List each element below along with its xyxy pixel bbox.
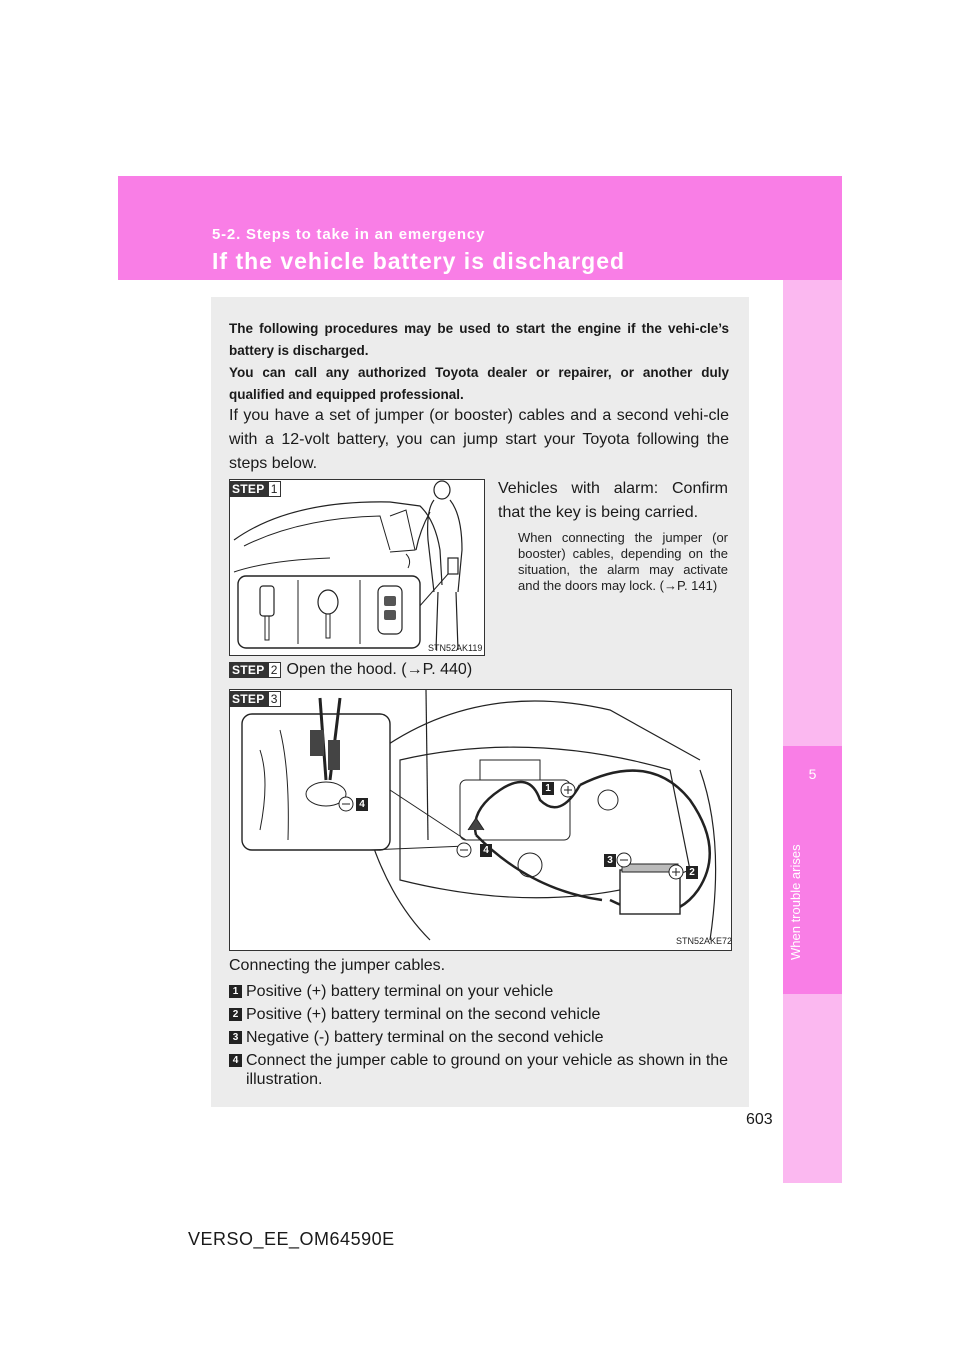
legend-list [229,982,729,1093]
side-tab [783,280,842,1183]
figure-code: STN52AKE72 [676,936,733,946]
car-door-drawing [230,480,484,655]
step-number: 1 [268,481,281,497]
step-2-badge [229,662,281,678]
legend-number: 4 [229,1054,242,1067]
legend-number: 2 [229,1008,242,1021]
figure-code: STN52AK119 [428,643,483,653]
jumper-cable-illustration [229,689,732,951]
callout-2: 2 [686,866,698,879]
chapter-title: When trouble arises [788,844,803,960]
step-word: STEP [229,691,268,707]
legend-item [229,1051,729,1089]
step-word: STEP [229,662,268,678]
page-number: 603 [746,1111,773,1128]
legend-text: Connect the jumper cable to ground on your vehicle as shown in the illustration. [246,1052,729,1088]
engine-bay-drawing [230,690,731,950]
legend-item [229,1005,729,1024]
callout-1: 1 [542,782,554,795]
step-1-badge [229,481,281,497]
step-1-text: Vehicles with alarm: Confirm that the key is being carried. [498,480,728,521]
callout-4: 4 [480,844,492,857]
section-label: 5-2. Steps to take in an emergency [212,226,486,243]
step-2-text[interactable]: Open the hood. (→P. 440) [286,661,473,678]
step-1-note: When connecting the jumper (or booster) cables, depending on the situation, the alarm may activate and the doors may lock. (→P. 141) [518,530,728,593]
legend-number: 1 [229,985,242,998]
legend-item [229,982,729,1001]
callout-4-inset: 4 [356,798,368,811]
instruction-paragraph: If you have a set of jumper (or booster) cables and a second vehi-cle with a 12-volt battery, you can jump start your Toyota following the steps below. [229,407,729,472]
legend-text: Negative (-) battery terminal on the second vehicle [246,1029,604,1046]
chapter-number: 5 [808,766,817,782]
step-2-row [229,661,472,679]
document-code: VERSO_EE_OM64590E [188,1229,395,1249]
intro-line-2: You can call any authorized Toyota dealer or repairer, or another duly qualified and equipped professional. [229,365,729,402]
step-number: 3 [268,691,281,707]
key-carry-illustration [229,479,485,656]
intro-text [229,318,729,406]
legend-text: Positive (+) battery terminal on the second vehicle [246,1006,601,1023]
step-word: STEP [229,481,268,497]
legend-number: 3 [229,1031,242,1044]
page-title: If the vehicle battery is discharged [212,248,626,274]
step-3-badge [229,691,281,707]
legend-text: Positive (+) battery terminal on your vehicle [246,983,554,1000]
figure-caption: Connecting the jumper cables. [229,957,446,974]
legend-item [229,1028,729,1047]
callout-3: 3 [604,854,616,867]
step-number: 2 [268,662,281,678]
intro-line-1: The following procedures may be used to start the engine if the vehi-cle’s battery is discharged. [229,321,729,358]
